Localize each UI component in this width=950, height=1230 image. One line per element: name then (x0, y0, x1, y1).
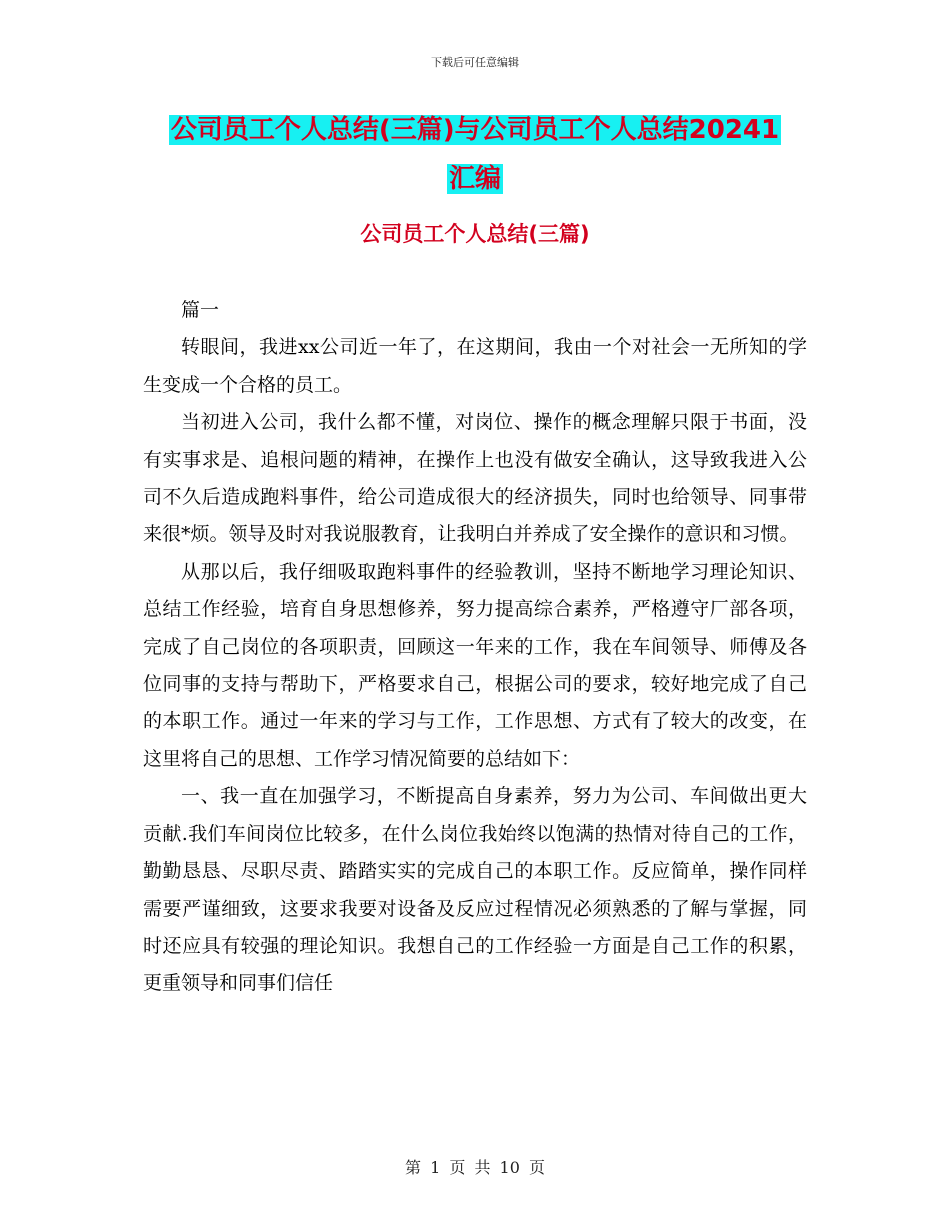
page-number-footer: 第 1 页 共 10 页 (405, 1158, 545, 1177)
paragraph: 一、我一直在加强学习，不断提高自身素养，努力为公司、车间做出更大贡献.我们车间岗位比较多，在什么岗位我始终以饱满的热情对待自己的工作，勤勤恳恳、尽职尽责、踏踏实实的完成自己的本职工作。反应简单，操作同样需要严谨细致，这要求我要对设备及反应过程情况必须熟悉的了解与掌握，同时还应具有较强的理论知识。我想自己的工作经验一方面是自己工作的积累，更重领导和同事们信任 (143, 785, 807, 995)
paragraph: 转眼间，我进xx公司近一年了，在这期间，我由一个对社会一无所知的学生变成一个合格的员工。 (143, 336, 807, 396)
page-header-note: 下载后可任意编辑 (431, 56, 519, 69)
document-body (143, 292, 807, 1003)
document-title-line-1: 公司员工个人总结(三篇)与公司员工个人总结20241 (170, 115, 780, 145)
document-title (145, 106, 805, 204)
paragraph: 当初进入公司，我什么都不懂，对岗位、操作的概念理解只限于书面，没有实事求是、追根问题的精神，在操作上也没有做安全确认，这导致我进入公司不久后造成跑料事件，给公司造成很大的经济损失，同时也给领导、同事带来很*烦。领导及时对我说服教育，让我明白并养成了安全操作的意识和习惯。 (143, 411, 807, 546)
document-title-line-2: 汇编 (448, 164, 501, 194)
paragraph-section-label: 篇一 (181, 299, 220, 321)
section-title: 公司员工个人总结(三篇) (360, 222, 590, 246)
paragraph: 从那以后，我仔细吸取跑料事件的经验教训，坚持不断地学习理论知识、总结工作经验，培育自身思想修养，努力提高综合素养，严格遵守厂部各项，完成了自己岗位的各项职责，回顾这一年来的工作，我在车间领导、师傅及各位同事的支持与帮助下，严格要求自己，根据公司的要求，较好地完成了自己的本职工作。通过一年来的学习与工作，工作思想、方式有了较大的改变，在这里将自己的思想、工作学习情况简要的总结如下： (143, 560, 807, 770)
